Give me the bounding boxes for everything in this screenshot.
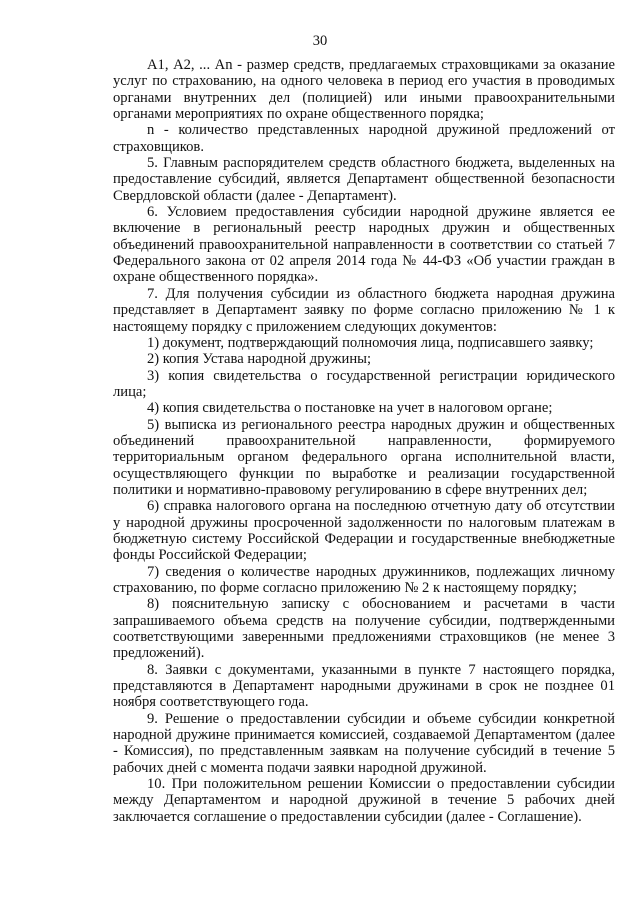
list-item-6: 6) справка налогового органа на последнюю отчетную дату об отсутствии у народной дружины просроченной задолженности по налоговым платежам в бюджетную систему Российской Федерации и государственные внебюджетные фонды Российской Федерации;: [113, 498, 615, 564]
list-item-1: 1) документ, подтверждающий полномочия лица, подписавшего заявку;: [147, 334, 594, 351]
list-item-3: 3) копия свидетельства о государственной регистрации юридического лица;: [113, 367, 615, 400]
paragraph-7: 7. Для получения субсидии из областного бюджета народная дружина представляет в Департамент заявку по форме согласно приложению № 1 к настоящему порядку с приложением следующих документов:: [113, 285, 615, 335]
list-item-5: 5) выписка из регионального реестра народных дружин и общественных объединений правоохранительной направленности, формируемого территориальным органом федерального органа исполнительной власти, осуществляющего функции по выработке и реализации государственной политики и нормативно-правовому регулированию в сфере внутренних дел;: [113, 416, 615, 498]
document-body: [113, 57, 615, 825]
paragraph-10: 10. При положительном решении Комиссии о предоставлении субсидии между Департаментом и народной дружиной в течение 5 рабочих дней заключается соглашение о предоставлении субсидии (далее - Соглашение).: [113, 776, 615, 825]
list-item-4: 4) копия свидетельства о постановке на учет в налоговом органе;: [147, 400, 553, 417]
paragraph-a-definition: А1, А2, ... Аn - размер средств, предлагаемых страховщиками за оказание услуг по страхованию, на одного человека в период его участия в проводимых органами внутренних дел (полицией) или иными правоохранительными органами мероприятиях по охране общественного порядка;: [113, 57, 615, 123]
paragraph-6: 6. Условием предоставления субсидии народной дружине является ее включение в региональный реестр народных дружин и общественных объединений правоохранительной направленности в соответствии со статьей 7 Федерального закона от 02 апреля 2014 года № 44-ФЗ «Об участии граждан в охране общественного порядка».: [113, 204, 615, 286]
list-item-8: 8) пояснительную записку с обоснованием и расчетами в части запрашиваемого объема средств на получение субсидии, подтвержденными соответствующими заверенными предложениями страховщиков (не менее 3 предложений).: [113, 596, 615, 662]
list-item-7: 7) сведения о количестве народных дружинников, подлежащих личному страхованию, по форме согласно приложению № 2 к настоящему порядку;: [113, 563, 615, 596]
paragraph-5: 5. Главным распорядителем средств областного бюджета, выделенных на предоставление субсидий, является Департамент общественной безопасности Свердловской области (далее - Департамент).: [113, 155, 615, 204]
page-number: 30: [312, 33, 328, 49]
list-item-2: 2) копия Устава народной дружины;: [147, 351, 371, 368]
paragraph-n-definition: n - количество представленных народной дружиной предложений от страховщиков.: [113, 122, 615, 155]
paragraph-8: 8. Заявки с документами, указанными в пункте 7 настоящего порядка, представляются в Департамент народными дружинами в срок не позднее 01 ноября соответствующего года.: [113, 661, 615, 711]
paragraph-9: 9. Решение о предоставлении субсидии и объеме субсидии конкретной народной дружине принимается комиссией, создаваемой Департаментом (далее - Комиссия), по представленным заявкам на получение субсидий в течение 5 рабочих дней с момента подачи заявки народной дружиной.: [113, 710, 615, 776]
